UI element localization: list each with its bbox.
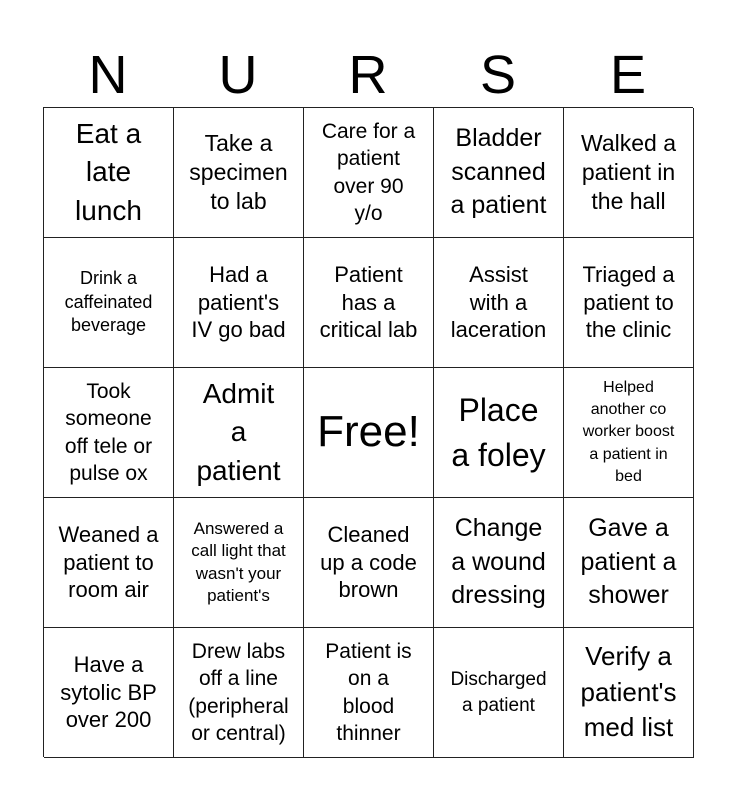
bingo-cell[interactable]: Drink a caffeinated beverage: [44, 238, 174, 368]
bingo-cell[interactable]: Patient is on a blood thinner: [304, 628, 434, 758]
bingo-cell[interactable]: Gave a patient a shower: [564, 498, 694, 628]
bingo-cell[interactable]: Eat a late lunch: [44, 108, 174, 238]
bingo-cell[interactable]: Place a foley: [434, 368, 564, 498]
bingo-cell[interactable]: Have a sytolic BP over 200: [44, 628, 174, 758]
header-letter-u: U: [218, 45, 258, 105]
bingo-cell[interactable]: Cleaned up a code brown: [304, 498, 434, 628]
bingo-card: [43, 107, 693, 757]
bingo-cell[interactable]: Change a wound dressing: [434, 498, 564, 628]
bingo-cell[interactable]: Assist with a laceration: [434, 238, 564, 368]
bingo-cell[interactable]: Had a patient's IV go bad: [174, 238, 304, 368]
bingo-cell[interactable]: Discharged a patient: [434, 628, 564, 758]
bingo-cell[interactable]: Took someone off tele or pulse ox: [44, 368, 174, 498]
bingo-cell[interactable]: Care for a patient over 90 y/o: [304, 108, 434, 238]
bingo-cell[interactable]: Take a specimen to lab: [174, 108, 304, 238]
bingo-cell[interactable]: Bladder scanned a patient: [434, 108, 564, 238]
header-letter-s: S: [479, 45, 517, 105]
bingo-cell[interactable]: Answered a call light that wasn't your patient's: [174, 498, 304, 628]
bingo-cell[interactable]: Admit a patient: [174, 368, 304, 498]
bingo-header: [43, 42, 693, 108]
bingo-cell[interactable]: Triaged a patient to the clinic: [564, 238, 694, 368]
header-letter-n: N: [88, 45, 128, 105]
bingo-cell[interactable]: Weaned a patient to room air: [44, 498, 174, 628]
bingo-cell[interactable]: Helped another co worker boost a patient in bed: [564, 368, 694, 498]
free-space[interactable]: Free!: [304, 368, 434, 498]
bingo-cell[interactable]: Walked a patient in the hall: [564, 108, 694, 238]
header-letter-r: R: [348, 45, 388, 105]
header-letter-e: E: [609, 45, 647, 105]
bingo-cell[interactable]: Drew labs off a line (peripheral or central): [174, 628, 304, 758]
bingo-cell[interactable]: Verify a patient's med list: [564, 628, 694, 758]
bingo-cell[interactable]: Patient has a critical lab: [304, 238, 434, 368]
